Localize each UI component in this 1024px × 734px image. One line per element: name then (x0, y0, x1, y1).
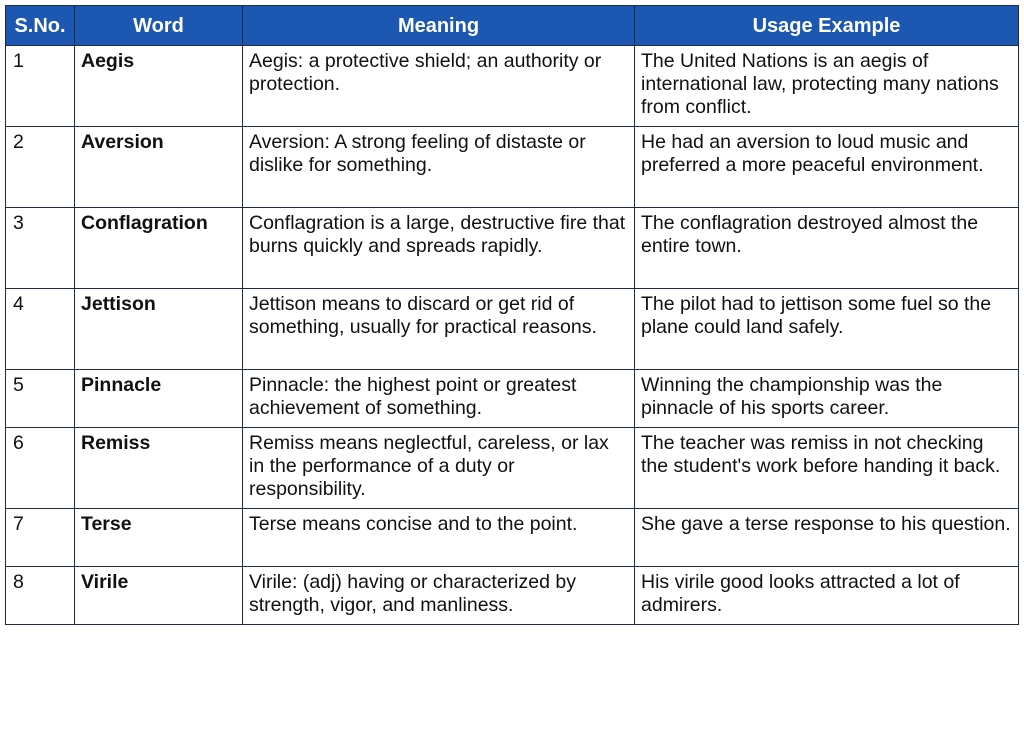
cell-meaning: Virile: (adj) having or characterized by strength, vigor, and manliness. (243, 567, 635, 625)
cell-usage-example: The teacher was remiss in not checking the student's work before handing it back. (635, 428, 1019, 509)
cell-meaning: Terse means concise and to the point. (243, 509, 635, 567)
cell-word: Remiss (75, 428, 243, 509)
cell-word: Jettison (75, 289, 243, 370)
cell-sno: 2 (6, 127, 75, 208)
table-row (6, 289, 1019, 370)
cell-meaning: Remiss means neglectful, careless, or lax in the performance of a duty or responsibility. (243, 428, 635, 509)
cell-sno: 8 (6, 567, 75, 625)
vocabulary-table (5, 5, 1019, 625)
header-word: Word (75, 6, 243, 46)
cell-word: Virile (75, 567, 243, 625)
table-header (6, 6, 1019, 46)
header-usage-example: Usage Example (635, 6, 1019, 46)
cell-meaning: Jettison means to discard or get rid of something, usually for practical reasons. (243, 289, 635, 370)
cell-word: Aversion (75, 127, 243, 208)
cell-usage-example: The pilot had to jettison some fuel so the plane could land safely. (635, 289, 1019, 370)
table-row (6, 208, 1019, 289)
table-row (6, 428, 1019, 509)
cell-usage-example: His virile good looks attracted a lot of admirers. (635, 567, 1019, 625)
cell-sno: 7 (6, 509, 75, 567)
cell-meaning: Aversion: A strong feeling of distaste or dislike for something. (243, 127, 635, 208)
table-row (6, 567, 1019, 625)
cell-sno: 6 (6, 428, 75, 509)
cell-usage-example: Winning the championship was the pinnacle of his sports career. (635, 370, 1019, 428)
cell-meaning: Pinnacle: the highest point or greatest achievement of something. (243, 370, 635, 428)
cell-word: Terse (75, 509, 243, 567)
cell-word: Pinnacle (75, 370, 243, 428)
cell-word: Aegis (75, 46, 243, 127)
table-row (6, 46, 1019, 127)
cell-sno: 3 (6, 208, 75, 289)
header-row (6, 6, 1019, 46)
cell-usage-example: She gave a terse response to his question. (635, 509, 1019, 567)
cell-word: Conflagration (75, 208, 243, 289)
cell-usage-example: He had an aversion to loud music and preferred a more peaceful environment. (635, 127, 1019, 208)
cell-meaning: Aegis: a protective shield; an authority or protection. (243, 46, 635, 127)
cell-meaning: Conflagration is a large, destructive fire that burns quickly and spreads rapidly. (243, 208, 635, 289)
table-row (6, 370, 1019, 428)
header-sno: S.No. (6, 6, 75, 46)
table-body (6, 46, 1019, 625)
table-row (6, 127, 1019, 208)
table-row (6, 509, 1019, 567)
cell-usage-example: The conflagration destroyed almost the entire town. (635, 208, 1019, 289)
cell-sno: 1 (6, 46, 75, 127)
cell-sno: 4 (6, 289, 75, 370)
header-meaning: Meaning (243, 6, 635, 46)
cell-sno: 5 (6, 370, 75, 428)
cell-usage-example: The United Nations is an aegis of international law, protecting many nations from conflict. (635, 46, 1019, 127)
